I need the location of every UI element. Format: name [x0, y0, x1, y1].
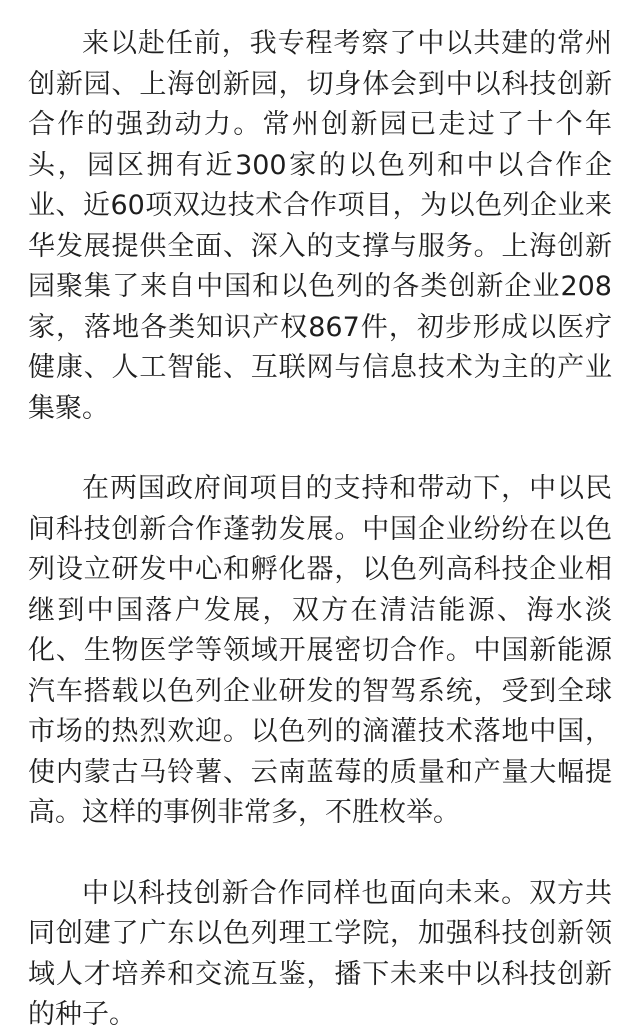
article-body	[28, 24, 612, 1036]
paragraph-1: 来以赴任前，我专程考察了中以共建的常州创新园、上海创新园，切身体会到中以科技创新合作的强劲动力。常州创新园已走过了十个年头，园区拥有近300家的以色列和中以合作企业、近60项双边技术合作项目，为以色列企业来华发展提供全面、深入的支撑与服务。上海创新园聚集了来自中国和以色列的各类创新企业208家，落地各类知识产权867件，初步形成以医疗健康、人工智能、互联网与信息技术为主的产业集聚。	[28, 28, 612, 424]
paragraph-2: 在两国政府间项目的支持和带动下，中以民间科技创新合作蓬勃发展。中国企业纷纷在以色列设立研发中心和孵化器，以色列高科技企业相继到中国落户发展，双方在清洁能源、海水淡化、生物医学等领域开展密切合作。中国新能源汽车搭载以色列企业研发的智驾系统，受到全球市场的热烈欢迎。以色列的滴灌技术落地中国，使内蒙古马铃薯、云南蓝莓的质量和产量大幅提高。这样的事例非常多，不胜枚举。	[28, 473, 612, 828]
paragraph-3: 中以科技创新合作同样也面向未来。双方共同创建了广东以色列理工学院，加强科技创新领域人才培养和交流互鉴，播下未来中以科技创新的种子。	[28, 877, 612, 1030]
